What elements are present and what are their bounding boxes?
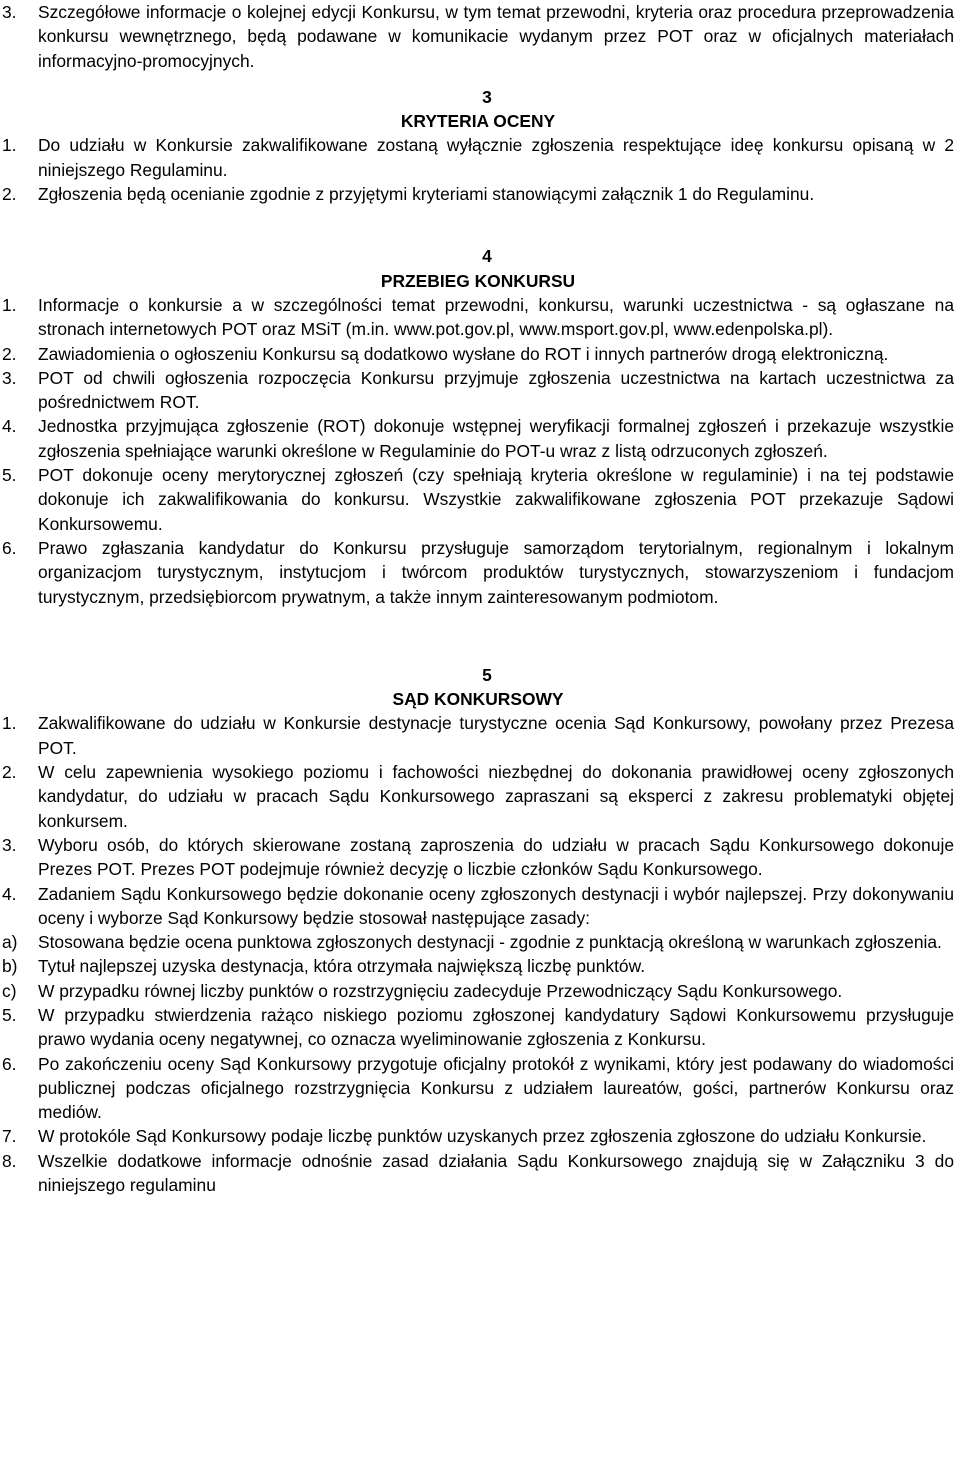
intro-item: [2, 0, 954, 73]
list-item: 8. Wszelkie dodatkowe informacje odnośnie zasad działania Sądu Konkursowego znajdują się w Załączniku 3 do niniejszego regulaminu: [2, 1150, 954, 1196]
list-item: 1. Zakwalifikowane do udziału w Konkursie destynacje turystyczne ocenia Sąd Konkursowy, powołany przez Prezesa POT.: [2, 713, 954, 758]
list-item: b) Tytuł najlepszej uzyska destynacja, która otrzymała największą liczbę punktów.: [2, 956, 646, 977]
list-item: 7. W protokóle Sąd Konkursowy podaje liczbę punktów uzyskanych przez zgłoszenia zgłoszone do udziału Konkursie.: [2, 1126, 927, 1147]
list-item: 1. Informacje o konkursie a w szczególności temat przewodni, konkursu, warunki uczestnictwa - są ogłaszane na stronach internetowych POT oraz MSiT (m.in. www.pot.gov.pl, www.msport.gov.pl, www.edenpolska.pl).: [2, 294, 954, 340]
list-item: a) Stosowana będzie ocena punktowa zgłoszonych destynacji - zgodnie z punktacją określoną w warunkach zgłoszenia.: [2, 932, 942, 953]
section-title-3: KRYTERIA OCENY: [400, 111, 556, 132]
item-text: Szczegółowe informacje o kolejnej edycji Konkursu, w tym temat przewodni, kryteria oraz procedura przeprowadzenia konkursu wewnętrznego, będą podawane w komunikacie wydanym przez POT oraz w oficjalnych materiałach informacyjno-promocyjnych.: [38, 2, 954, 71]
list-item: 5. W przypadku stwierdzenia rażąco niskiego poziomu zgłoszonej kandydatury Sądowi Konkursowemu przysługuje prawo wydania oceny negatywnej, co oznacza wyeliminowanie zgłoszenia z Konkursu.: [2, 1004, 954, 1050]
section-number-4: 4: [482, 246, 492, 267]
list-item: 4. Zadaniem Sądu Konkursowego będzie dokonanie oceny zgłoszonych destynacji i wybór najlepszej. Przy dokonywaniu oceny i wyborze Sąd Konkursowy będzie stosował następujące zasady:: [2, 883, 954, 928]
section-number-3: 3: [482, 86, 492, 107]
item-number: 3.: [2, 2, 17, 22]
list-item: c) W przypadku równej liczby punktów o rozstrzygnięciu zadecyduje Przewodniczący Sądu Konkursowego.: [2, 980, 843, 1001]
list-item: 3. Wyboru osób, do których skierowane zostaną zaproszenia do udziału w pracach Sądu Konkursowego dokonuje Prezes POT. Prezes POT podejmuje również decyzję o liczbie członków Sądu Konkursowego.: [2, 834, 954, 880]
list-item: 4. Jednostka przyjmująca zgłoszenie (ROT) dokonuje wstępnej weryfikacji formalnej zgłoszeń i przekazuje wszystkie zgłoszenia spełniające warunki określone w Regulaminie do POT-u wraz z listą odrzuconych zgłoszeń.: [2, 416, 954, 461]
list-item: 6. Po zakończeniu oceny Sąd Konkursowy przygotuje oficjalny protokół z wynikami, który jest podawany do wiadomości publicznej podczas oficjalnego rozstrzygnięcia Konkursu z udziałem laureatów, gości, partnerów Konkursu oraz mediów.: [2, 1053, 954, 1123]
list-item: 6. Prawo zgłaszania kandydatur do Konkursu przysługuje samorządom terytorialnym, regionalnym i lokalnym organizacjom turystycznym, instytucjom i twórcom produktów turystycznych, stowarzyszeniom i fundacjom turystycznym, przedsiębiorcom prywatnym, a także innym zainteresowanym podmiotom.: [2, 537, 954, 607]
list-item: 2. Zgłoszenia będą ocenianie zgodnie z przyjętymi kryteriami stanowiącymi załącznik 1 do Regulaminu.: [2, 184, 815, 205]
section-title-5: SĄD KONKURSOWY: [392, 689, 564, 710]
list-item: 3. POT od chwili ogłoszenia rozpoczęcia Konkursu przyjmuje zgłoszenia uczestnictwa na kartach uczestnictwa za pośrednictwem ROT.: [2, 367, 954, 413]
list-item: 2. Zawiadomienia o ogłoszeniu Konkursu są dodatkowo wysłane do ROT i innych partnerów drogą elektroniczną.: [2, 343, 889, 364]
list-item: 5. POT dokonuje oceny merytorycznej zgłoszeń (czy spełniają kryteria określone w regulaminie) i na tej podstawie dokonuje ich zakwalifikowania do konkursu. Wszystkie zakwalifikowane zgłoszenia POT przekazuje Sądowi Konkursowemu.: [2, 465, 954, 534]
section-number-5: 5: [482, 664, 492, 685]
list-item: 1. Do udziału w Konkursie zakwalifikowane zostaną wyłącznie zgłoszenia respektujące ideę konkursu opisaną w 2 niniejszego Regulaminu.: [2, 135, 954, 180]
section-title-4: PRZEBIEG KONKURSU: [380, 270, 576, 291]
list-item: 2. W celu zapewnienia wysokiego poziomu i fachowości niezbędnej do dokonania prawidłowej oceny zgłoszonych kandydatur, do udziału w pracach Sądu Konkursowego zapraszani są eksperci z zakresu problematyki objętej konkursem.: [2, 762, 954, 831]
